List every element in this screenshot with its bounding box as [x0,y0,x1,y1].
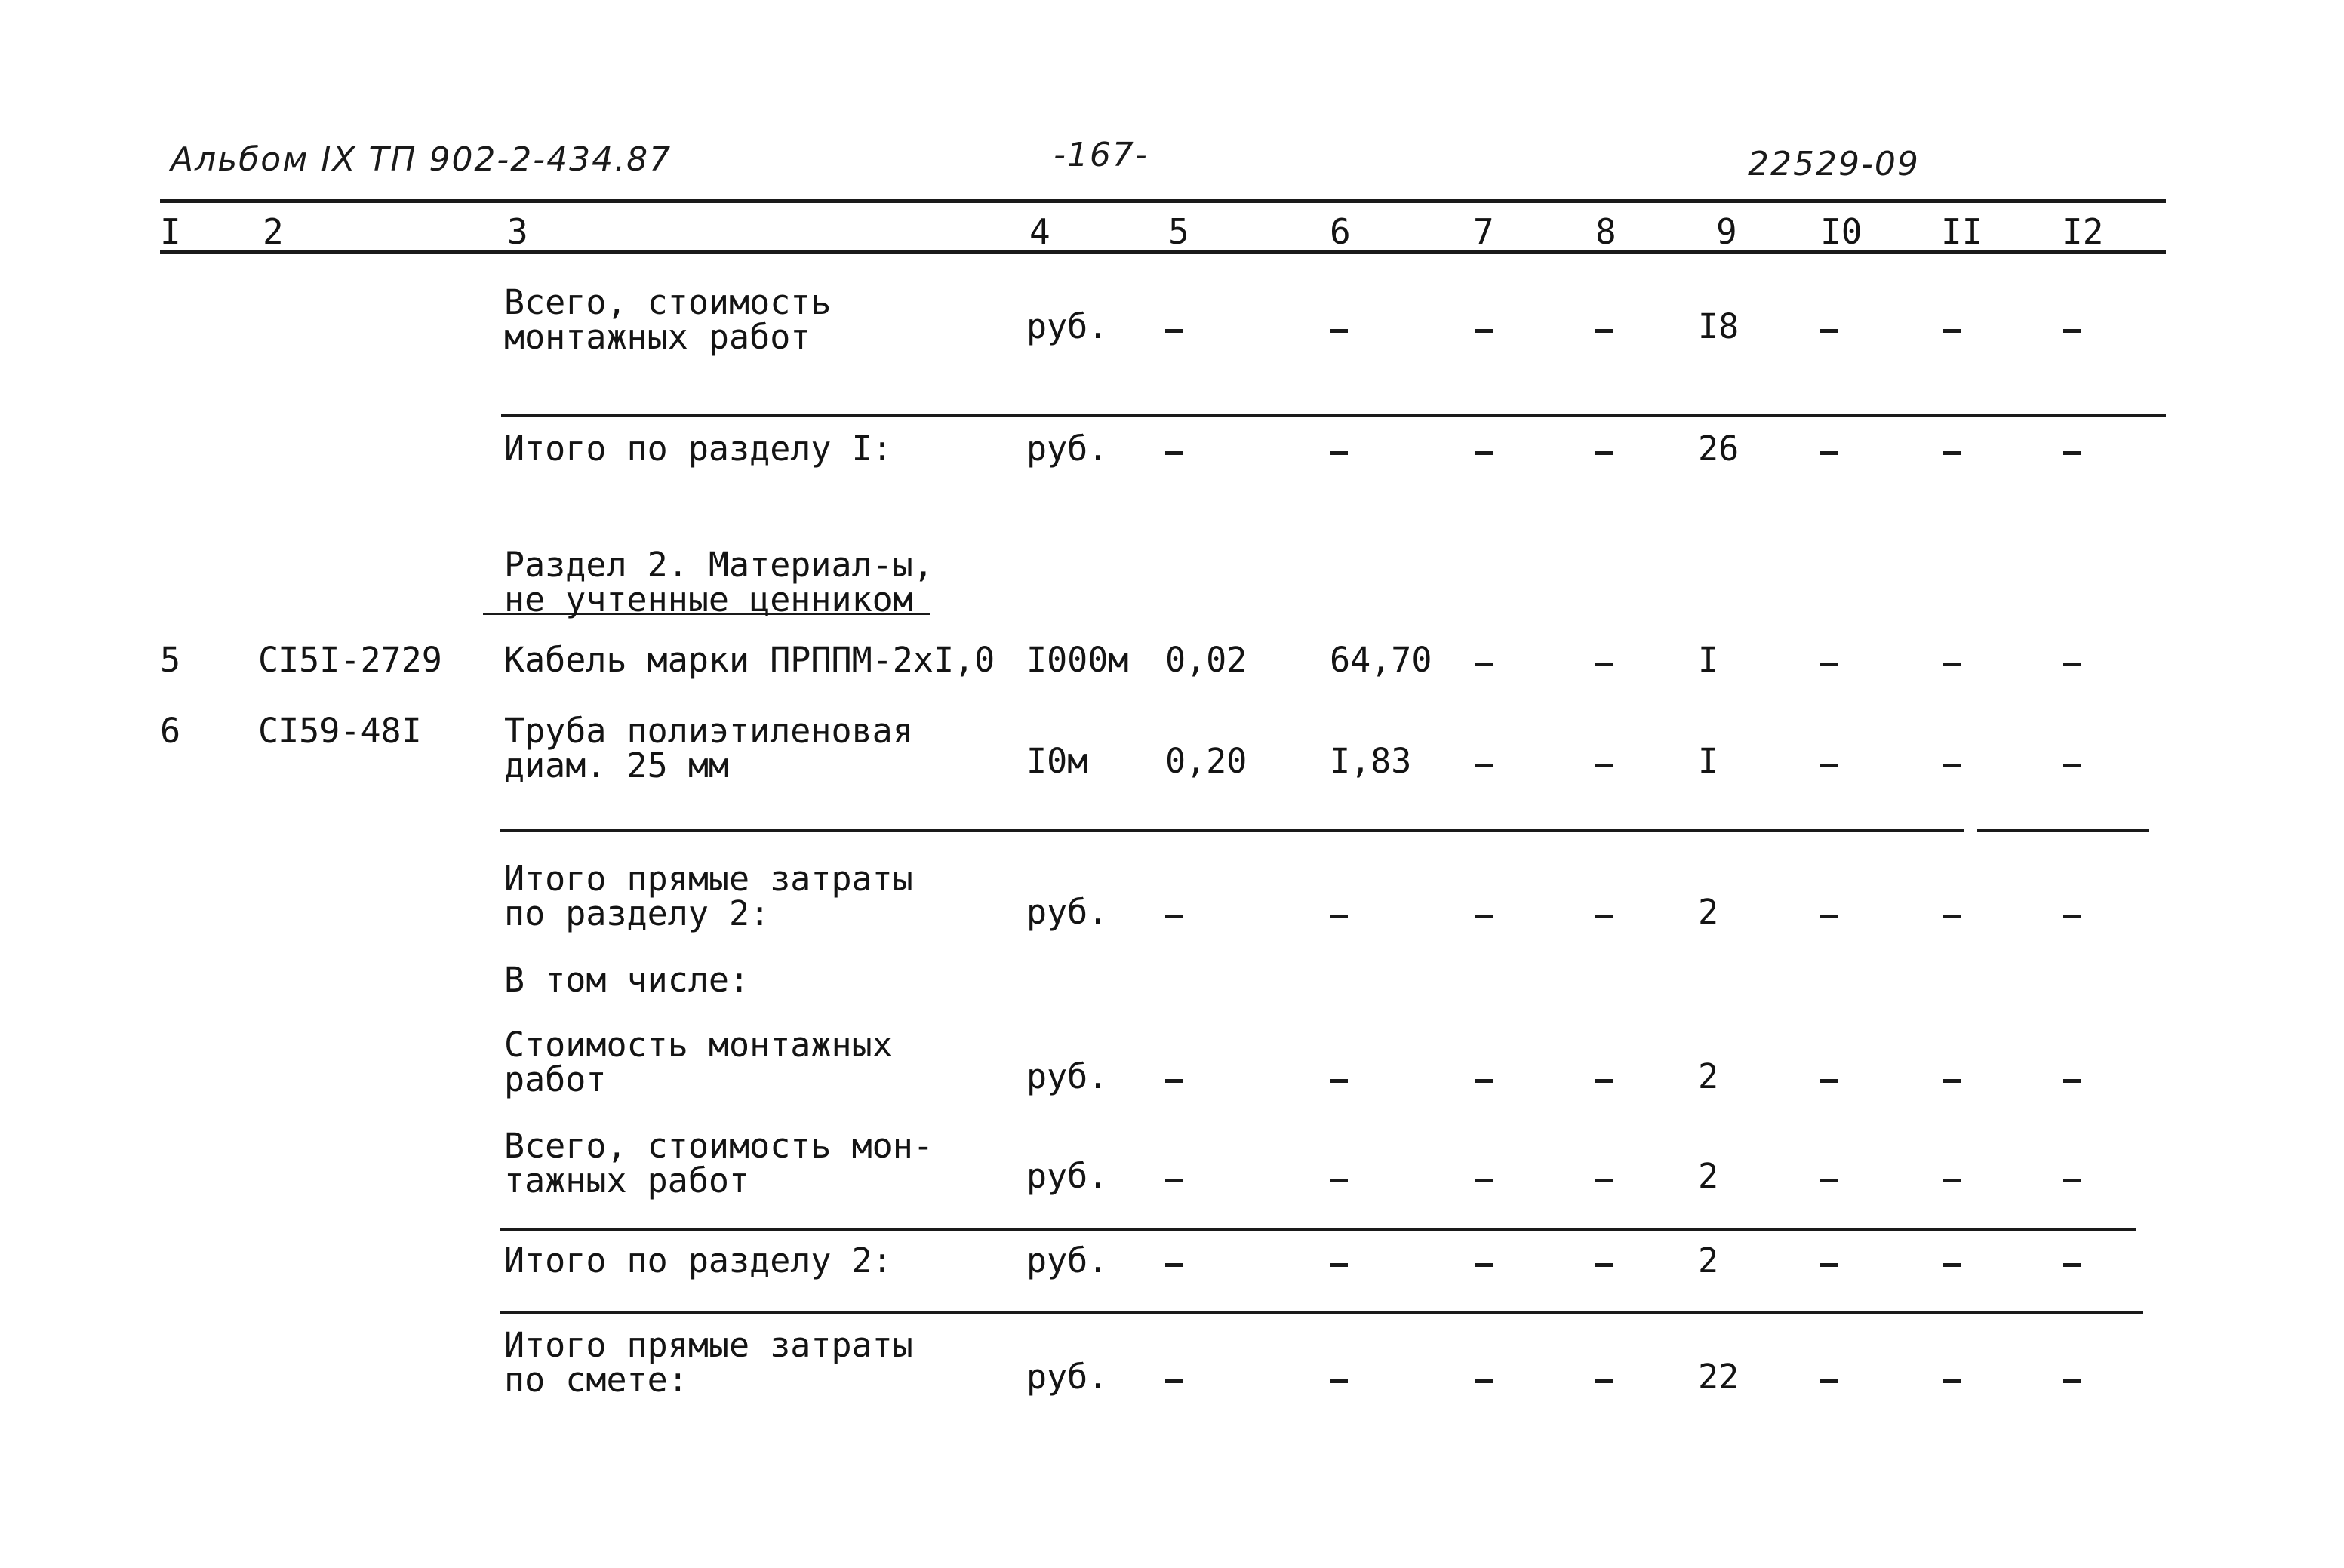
cell-value-c9: 2 [1698,892,1719,932]
row-description: Итого прямые затраты по разделу 2: [504,859,913,933]
row-description: Итого по разделу 2: [504,1241,893,1281]
empty-cell-dash-c11 [1943,1263,1961,1267]
cell-value-c9: 22 [1698,1357,1740,1397]
column-number-9: 9 [1716,211,1737,252]
empty-cell-dash-c5 [1165,329,1183,333]
empty-cell-dash-c8 [1595,1079,1613,1083]
empty-cell-dash-c6 [1330,451,1348,455]
empty-cell-dash-c7 [1475,915,1493,918]
cell-value-c9: 26 [1698,429,1740,469]
empty-cell-dash-c10 [1820,329,1838,333]
row-unit: I000м [1026,640,1129,680]
empty-cell-dash-c10 [1820,1079,1838,1083]
empty-cell-dash-c6 [1330,915,1348,918]
column-number-2: 2 [263,211,284,252]
empty-cell-dash-c8 [1595,451,1613,455]
row-unit: I0м [1026,741,1088,781]
cell-value-c9: I [1698,741,1719,781]
column-number-7: 7 [1473,211,1494,252]
empty-cell-dash-c7 [1475,329,1493,333]
row-description: Раздел 2. Материал-ы, не учтенные ценником [504,545,934,620]
empty-cell-dash-c7 [1475,764,1493,767]
empty-cell-dash-c10 [1820,1263,1838,1267]
top-rule [160,199,2166,203]
empty-cell-dash-c7 [1475,1079,1493,1083]
row-unit: руб. [1026,1056,1109,1096]
empty-cell-dash-c11 [1943,915,1961,918]
cell-value-c6: 64,70 [1330,640,1432,680]
estimate-total-rule [500,1311,2143,1314]
materials-end-rule-right [1977,829,2149,832]
empty-cell-dash-c12 [2063,915,2081,918]
empty-cell-dash-c11 [1943,1179,1961,1182]
empty-cell-dash-c5 [1165,1263,1183,1267]
empty-cell-dash-c11 [1943,329,1961,333]
empty-cell-dash-c6 [1330,1263,1348,1267]
empty-cell-dash-c10 [1820,1379,1838,1383]
row-number: 6 [160,711,181,751]
cell-value-c9: 2 [1698,1241,1719,1281]
column-number-11: II [1941,211,1983,252]
column-number-10: I0 [1820,211,1863,252]
cell-value-c9: 2 [1698,1156,1719,1196]
section-1-total-rule [501,414,2166,417]
page-number: -167- [1054,136,1149,174]
album-designation: Альбом IX ТП 902-2-434.87 [171,140,672,179]
empty-cell-dash-c10 [1820,915,1838,918]
row-number: 5 [160,640,181,680]
row-unit: руб. [1026,1156,1109,1196]
empty-cell-dash-c7 [1475,1179,1493,1182]
empty-cell-dash-c11 [1943,663,1961,666]
empty-cell-dash-c11 [1943,1079,1961,1083]
row-unit: руб. [1026,429,1109,469]
empty-cell-dash-c6 [1330,1179,1348,1182]
empty-cell-dash-c5 [1165,1079,1183,1083]
row-unit: руб. [1026,892,1109,932]
empty-cell-dash-c8 [1595,764,1613,767]
empty-cell-dash-c8 [1595,329,1613,333]
empty-cell-dash-c8 [1595,915,1613,918]
empty-cell-dash-c10 [1820,1179,1838,1182]
cell-value-c9: I8 [1698,306,1740,346]
row-description: Труба полиэтиленовая диам. 25 мм [504,711,913,786]
row-description: Итого по разделу I: [504,429,893,469]
column-number-6: 6 [1330,211,1351,252]
empty-cell-dash-c6 [1330,1379,1348,1383]
row-description: Всего, стоимость монтажных работ [504,282,832,357]
empty-cell-dash-c6 [1330,329,1348,333]
empty-cell-dash-c12 [2063,1379,2081,1383]
column-number-3: 3 [507,211,528,252]
empty-cell-dash-c10 [1820,451,1838,455]
document-code: 22529-09 [1748,145,1920,183]
column-number-5: 5 [1168,211,1189,252]
row-description: Стоимость монтажных работ [504,1025,893,1099]
cell-value-c6: I,83 [1330,741,1412,781]
empty-cell-dash-c8 [1595,1379,1613,1383]
empty-cell-dash-c8 [1595,663,1613,666]
row-unit: руб. [1026,306,1109,346]
row-description: Кабель марки ПРППМ-2хI,0 [504,640,995,680]
empty-cell-dash-c5 [1165,451,1183,455]
empty-cell-dash-c7 [1475,663,1493,666]
column-number-8: 8 [1595,211,1616,252]
price-code: CI5I-2729 [258,640,442,680]
empty-cell-dash-c12 [2063,663,2081,666]
empty-cell-dash-c12 [2063,1179,2081,1182]
row-description: Всего, стоимость мон- тажных работ [504,1126,934,1201]
empty-cell-dash-c12 [2063,329,2081,333]
price-code: CI59-48I [258,711,422,751]
empty-cell-dash-c11 [1943,1379,1961,1383]
empty-cell-dash-c10 [1820,764,1838,767]
materials-end-rule [500,829,1964,832]
row-description: Итого прямые затраты по смете: [504,1325,913,1400]
column-number-12: I2 [2062,211,2104,252]
empty-cell-dash-c12 [2063,1263,2081,1267]
row-unit: руб. [1026,1357,1109,1397]
column-number-1: I [160,211,181,252]
empty-cell-dash-c12 [2063,764,2081,767]
empty-cell-dash-c5 [1165,1179,1183,1182]
column-number-4: 4 [1029,211,1050,252]
empty-cell-dash-c12 [2063,1079,2081,1083]
empty-cell-dash-c8 [1595,1263,1613,1267]
cell-value-c9: 2 [1698,1056,1719,1096]
row-unit: руб. [1026,1241,1109,1281]
empty-cell-dash-c10 [1820,663,1838,666]
empty-cell-dash-c8 [1595,1179,1613,1182]
empty-cell-dash-c7 [1475,451,1493,455]
empty-cell-dash-c7 [1475,1379,1493,1383]
section-2-total-rule [500,1228,2136,1231]
column-numbers-rule [160,250,2166,254]
row-description: В том числе: [504,960,750,1000]
empty-cell-dash-c11 [1943,764,1961,767]
empty-cell-dash-c5 [1165,915,1183,918]
empty-cell-dash-c11 [1943,451,1961,455]
empty-cell-dash-c7 [1475,1263,1493,1267]
empty-cell-dash-c6 [1330,1079,1348,1083]
cell-value-c5: 0,20 [1165,741,1247,781]
empty-cell-dash-c5 [1165,1379,1183,1383]
empty-cell-dash-c12 [2063,451,2081,455]
cell-value-c9: I [1698,640,1719,680]
cell-value-c5: 0,02 [1165,640,1247,680]
